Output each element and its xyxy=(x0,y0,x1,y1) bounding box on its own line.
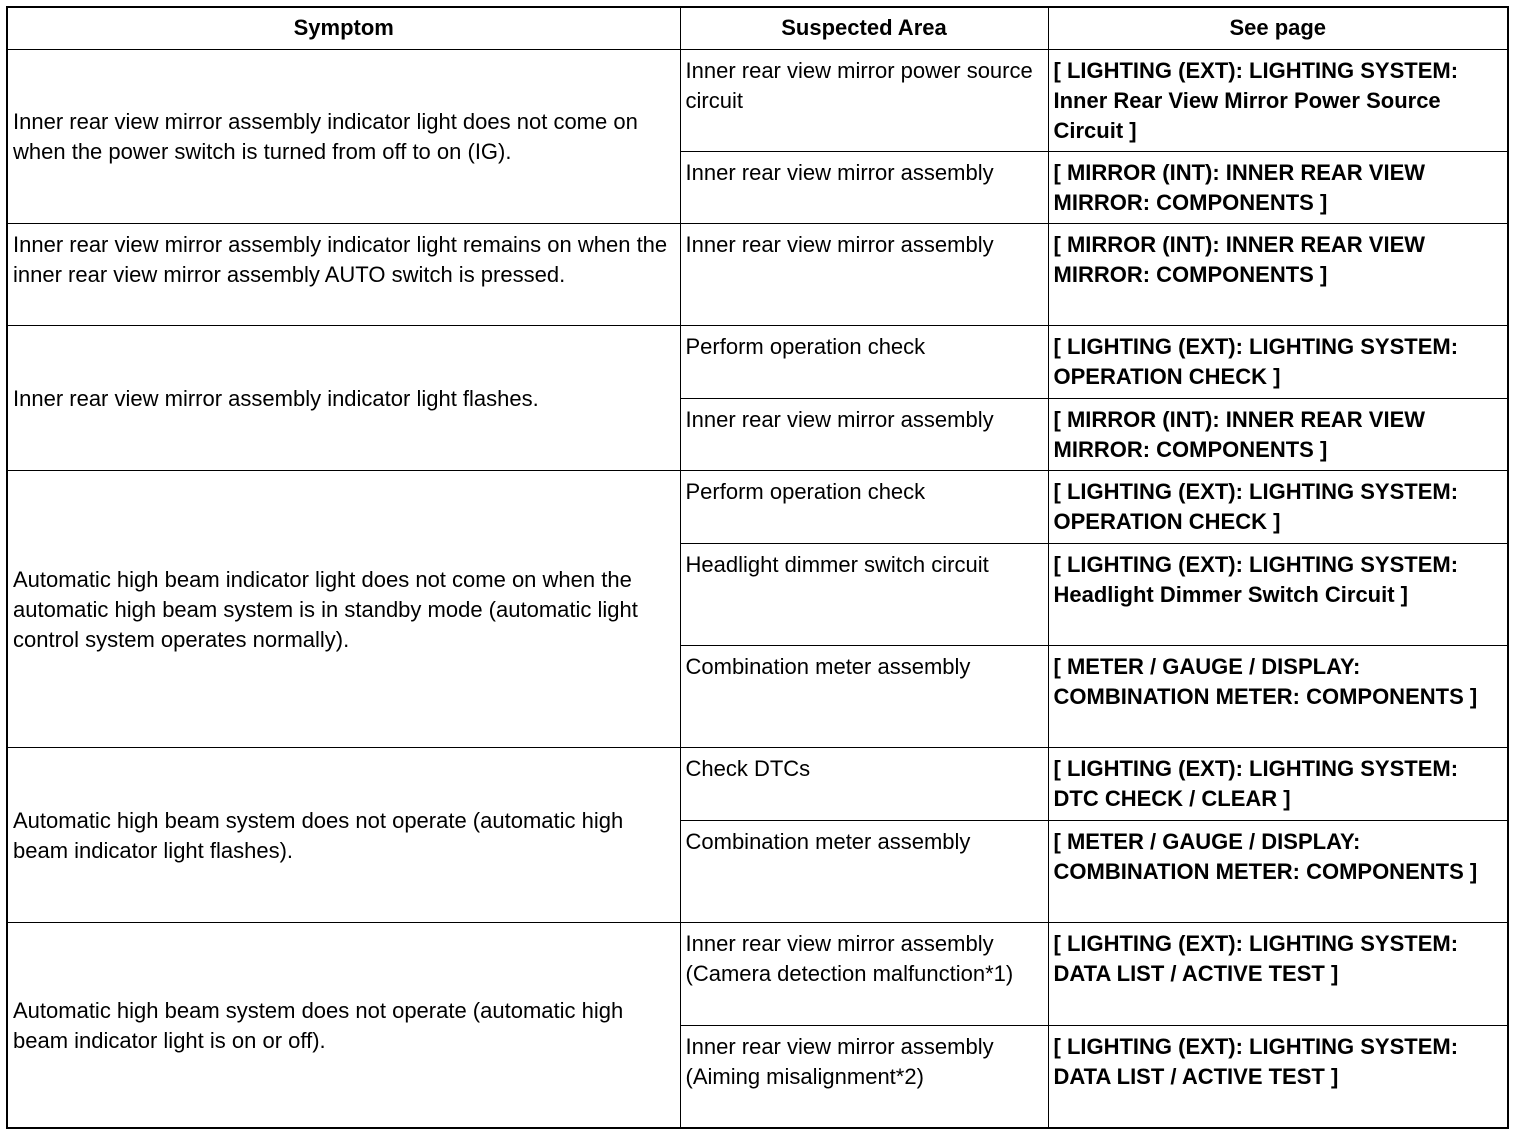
suspected-area-cell: Inner rear view mirror assembly xyxy=(680,151,1048,223)
table-row xyxy=(7,747,1508,820)
suspected-area-cell: Combination meter assembly xyxy=(680,645,1048,747)
table-row xyxy=(7,922,1508,1025)
symptom-cell: Automatic high beam system does not operate (automatic high beam indicator light is on or off). xyxy=(7,922,680,1128)
table-row xyxy=(7,223,1508,325)
suspected-area-cell: Perform operation check xyxy=(680,470,1048,543)
see-page-link[interactable]: [ METER / GAUGE / DISPLAY: COMBINATION METER: COMPONENTS ] xyxy=(1048,820,1508,922)
suspected-area-cell: Headlight dimmer switch circuit xyxy=(680,543,1048,645)
header-suspected-area: Suspected Area xyxy=(680,7,1048,49)
see-page-link[interactable]: [ LIGHTING (EXT): LIGHTING SYSTEM: Inner Rear View Mirror Power Source Circuit ] xyxy=(1048,49,1508,151)
table-row xyxy=(7,470,1508,543)
symptom-cell: Automatic high beam system does not operate (automatic high beam indicator light flashes). xyxy=(7,747,680,922)
symptom-cell: Automatic high beam indicator light does not come on when the automatic high beam system is in standby mode (automatic light control system operates normally). xyxy=(7,470,680,747)
header-symptom: Symptom xyxy=(7,7,680,49)
suspected-area-cell: Combination meter assembly xyxy=(680,820,1048,922)
see-page-link[interactable]: [ METER / GAUGE / DISPLAY: COMBINATION METER: COMPONENTS ] xyxy=(1048,645,1508,747)
see-page-link[interactable]: [ LIGHTING (EXT): LIGHTING SYSTEM: DATA LIST / ACTIVE TEST ] xyxy=(1048,922,1508,1025)
table-row xyxy=(7,325,1508,398)
see-page-link[interactable]: [ LIGHTING (EXT): LIGHTING SYSTEM: DTC CHECK / CLEAR ] xyxy=(1048,747,1508,820)
suspected-area-cell: Perform operation check xyxy=(680,325,1048,398)
symptom-cell: Inner rear view mirror assembly indicator light remains on when the inner rear view mirror assembly AUTO switch is pressed. xyxy=(7,223,680,325)
see-page-link[interactable]: [ LIGHTING (EXT): LIGHTING SYSTEM: OPERATION CHECK ] xyxy=(1048,470,1508,543)
symptom-cell: Inner rear view mirror assembly indicator light flashes. xyxy=(7,325,680,470)
suspected-area-cell: Check DTCs xyxy=(680,747,1048,820)
table-row xyxy=(7,49,1508,151)
problem-symptoms-table xyxy=(6,6,1509,1129)
see-page-link[interactable]: [ LIGHTING (EXT): LIGHTING SYSTEM: DATA LIST / ACTIVE TEST ] xyxy=(1048,1025,1508,1128)
symptom-cell: Inner rear view mirror assembly indicator light does not come on when the power switch is turned from off to on (IG). xyxy=(7,49,680,223)
see-page-link[interactable]: [ MIRROR (INT): INNER REAR VIEW MIRROR: COMPONENTS ] xyxy=(1048,151,1508,223)
suspected-area-cell: Inner rear view mirror assembly (Camera detection malfunction*1) xyxy=(680,922,1048,1025)
see-page-link[interactable]: [ MIRROR (INT): INNER REAR VIEW MIRROR: COMPONENTS ] xyxy=(1048,223,1508,325)
see-page-link[interactable]: [ LIGHTING (EXT): LIGHTING SYSTEM: Headlight Dimmer Switch Circuit ] xyxy=(1048,543,1508,645)
suspected-area-cell: Inner rear view mirror power source circuit xyxy=(680,49,1048,151)
see-page-link[interactable]: [ MIRROR (INT): INNER REAR VIEW MIRROR: COMPONENTS ] xyxy=(1048,398,1508,470)
see-page-link[interactable]: [ LIGHTING (EXT): LIGHTING SYSTEM: OPERATION CHECK ] xyxy=(1048,325,1508,398)
suspected-area-cell: Inner rear view mirror assembly (Aiming misalignment*2) xyxy=(680,1025,1048,1128)
suspected-area-cell: Inner rear view mirror assembly xyxy=(680,398,1048,470)
header-row xyxy=(7,7,1508,49)
header-see-page: See page xyxy=(1048,7,1508,49)
suspected-area-cell: Inner rear view mirror assembly xyxy=(680,223,1048,325)
